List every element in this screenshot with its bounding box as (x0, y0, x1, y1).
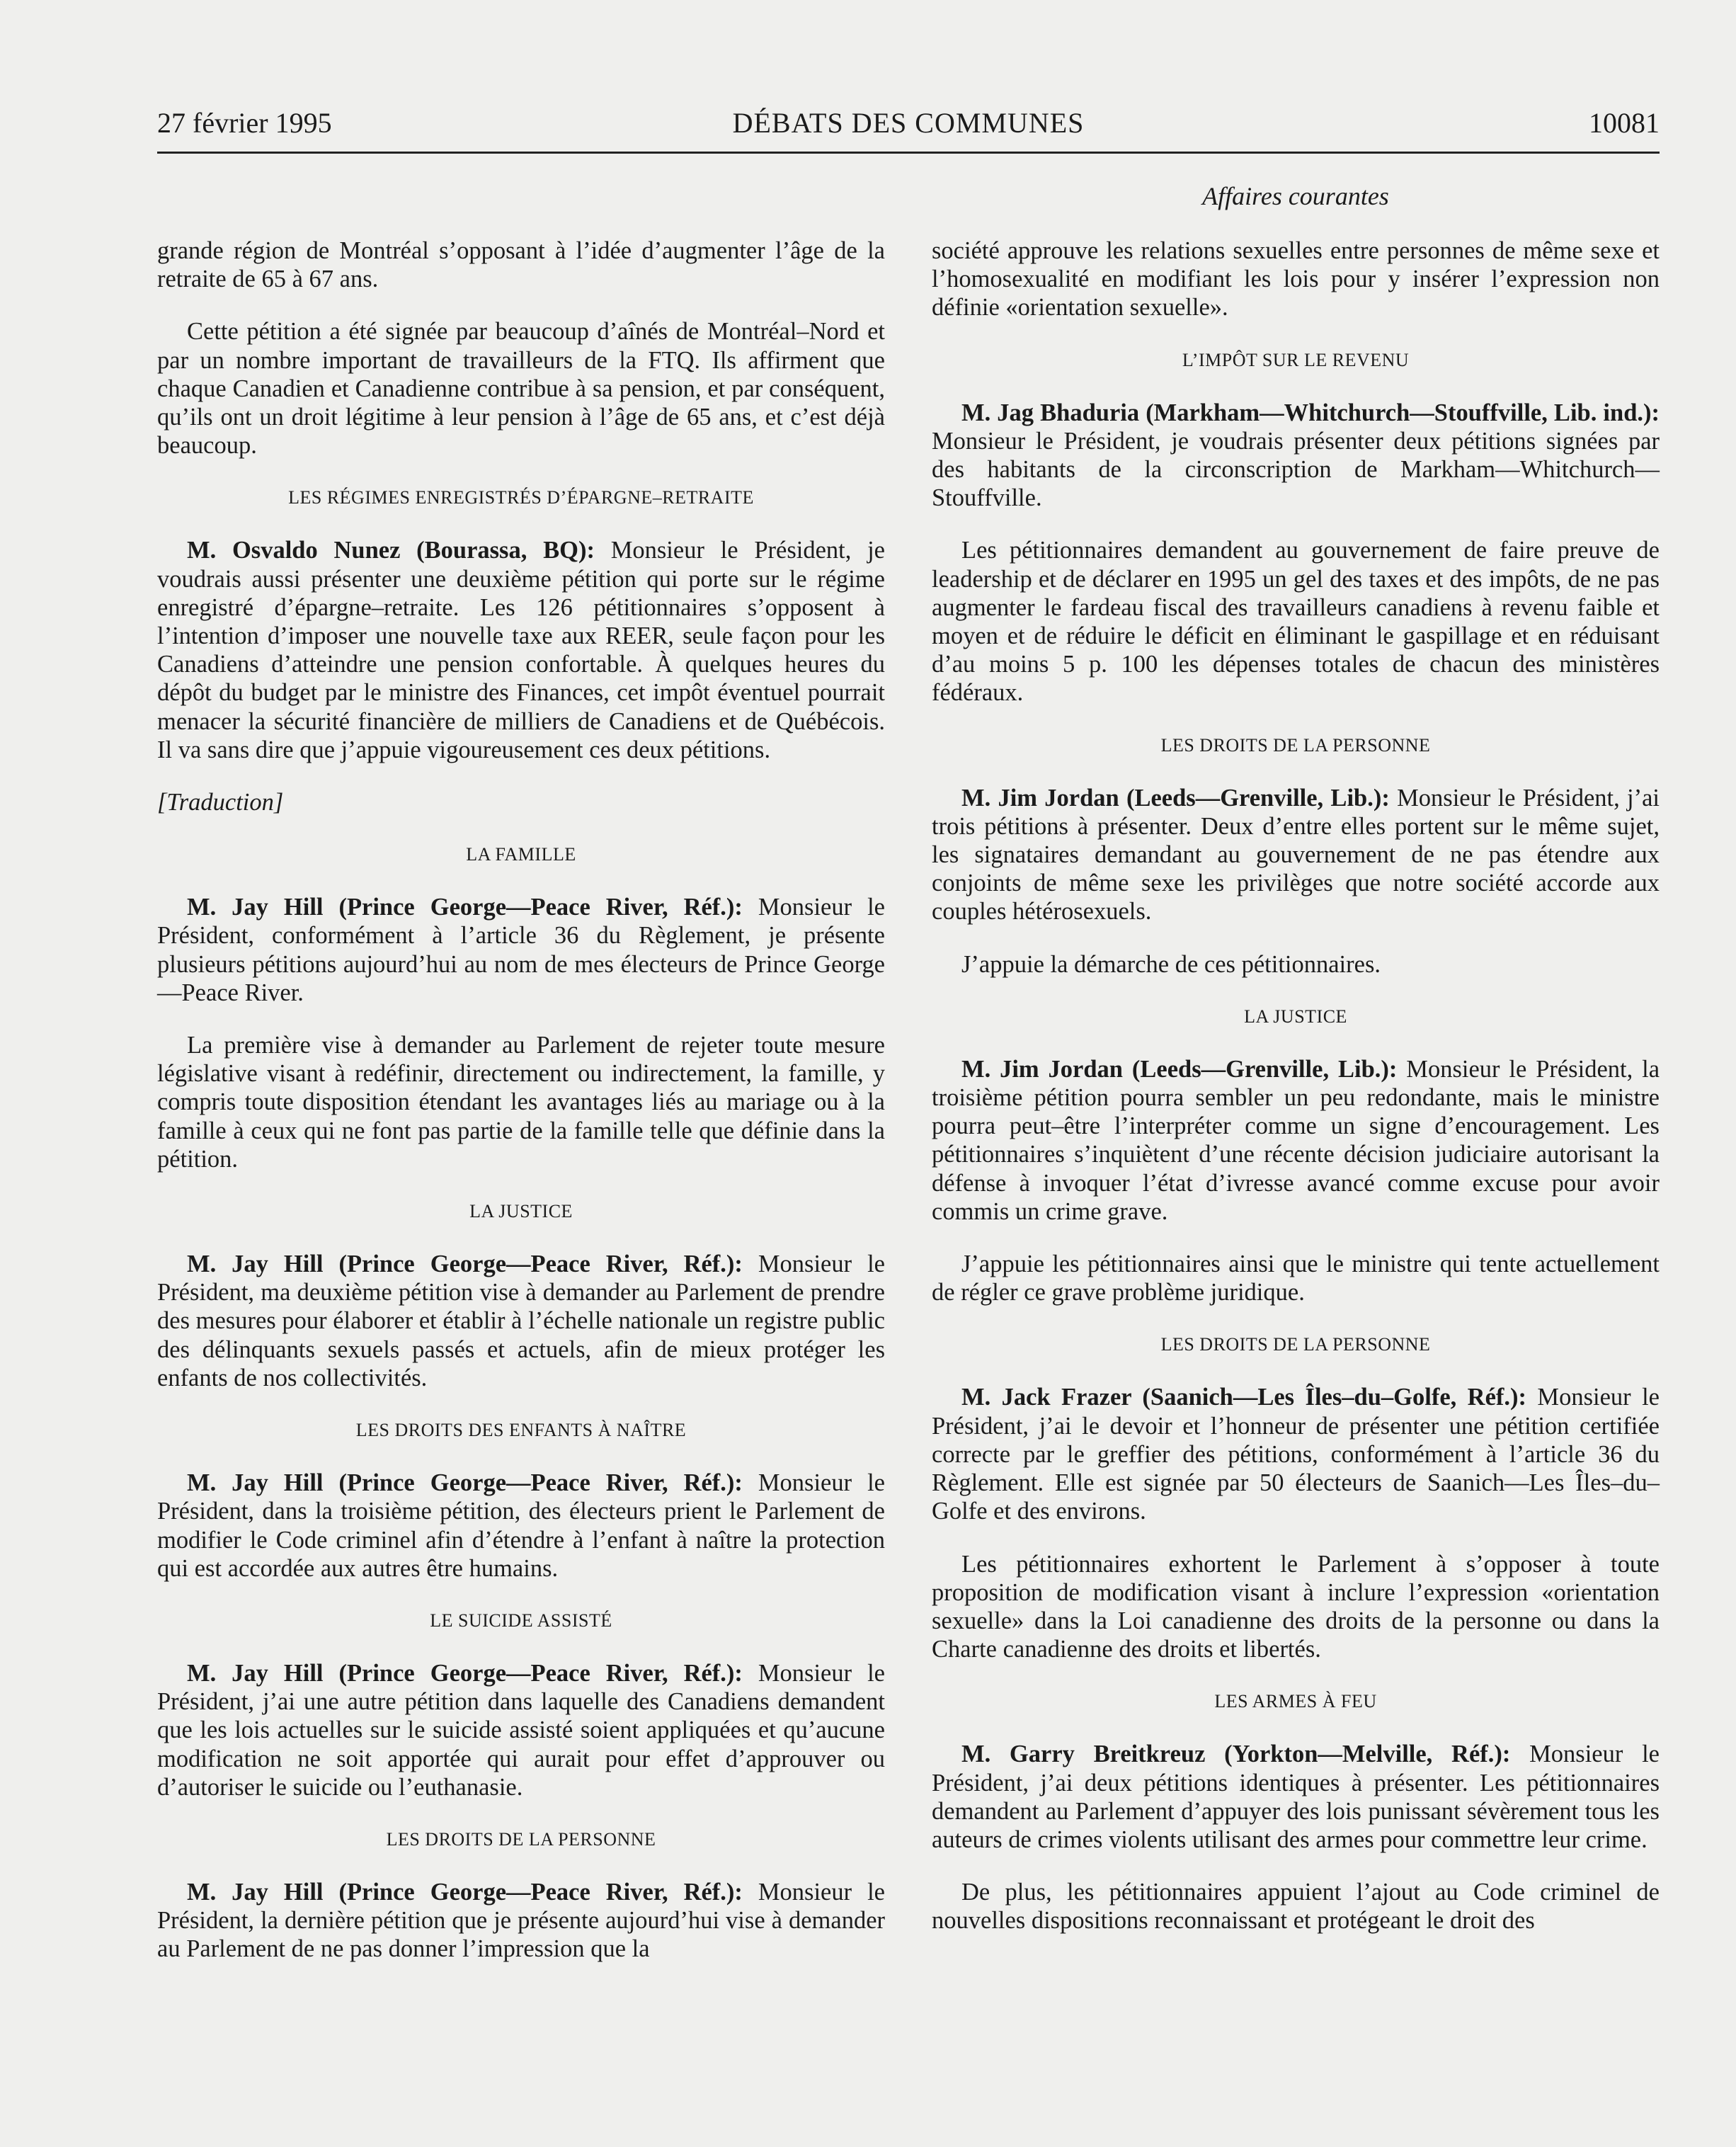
section-heading: LES ARMES À FEU (1214, 1691, 1377, 1712)
section-heading: L’IMPÔT SUR LE REVENU (1182, 349, 1410, 370)
left-column (157, 237, 885, 1988)
paragraph-text: De plus, les pétitionnaires appuient l’ajout au Code criminel de nouvelles dispositions reconnaissant et protégeant le droit des (932, 1879, 1660, 1935)
paragraph (932, 536, 1660, 707)
speaker-name: M. Jay Hill (Prince George—Peace River, Réf.): (187, 1878, 743, 1906)
paragraph (157, 536, 885, 764)
translation-tag (157, 788, 885, 816)
paragraph-text: Monsieur le Président, dans la troisième pétition, des électeurs prient le Parlement de modifier le Code criminel afin d’étendre à l’enfant à naître la protection qui est accordée aux autres être humains. (157, 1469, 885, 1582)
paragraph-text: Monsieur le Président, la dernière pétition que je présente aujourd’hui vise à demander au Parlement de ne pas donner l’impression que la (157, 1878, 885, 1963)
paragraph-text: J’appuie les pétitionnaires ainsi que le ministre qui tente actuellement de régler ce grave problème juridique. (932, 1251, 1660, 1306)
paragraph (932, 784, 1660, 926)
paragraph-text: Monsieur le Président, j’ai le devoir et l’honneur de présenter une pétition certifiée correcte par le greffier des pétitions, conformément à l’article 36 du Règlement. Elle est signée par 50 électeurs de Saanich—Les Îles–du–Golfe et des environs. (932, 1384, 1660, 1525)
section-heading: LES DROITS DE LA PERSONNE (1160, 1334, 1431, 1355)
paragraph (157, 1031, 885, 1173)
speaker-name: M. Jay Hill (Prince George—Peace River, Réf.): (187, 1251, 743, 1278)
speaker-name: M. Garry Breitkreuz (Yorkton—Melville, Réf.): (961, 1741, 1511, 1768)
paragraph (157, 893, 885, 1007)
header-date: 27 février 1995 (157, 107, 332, 139)
paragraph (157, 1659, 885, 1801)
section-rubric: Affaires courantes (1202, 182, 1389, 210)
speaker-name: M. Osvaldo Nunez (Bourassa, BQ): (187, 537, 595, 564)
section-heading: LA JUSTICE (469, 1201, 573, 1222)
paragraph (157, 1878, 885, 1964)
section-heading: LES RÉGIMES ENREGISTRÉS D’ÉPARGNE–RETRAITE (288, 487, 754, 508)
paragraph (932, 1250, 1660, 1306)
page-number: 10081 (1589, 107, 1660, 139)
paragraph (157, 1250, 885, 1392)
paragraph-text: Cette pétition a été signée par beaucoup d’aînés de Montréal–Nord et par un nombre important de travailleurs de la FTQ. Ils affirment que chaque Canadien et Canadienne contribue à sa pension, et par conséquent, qu’ils ont un droit légitime à leur pension à l’âge de 65 ans, et c’est déjà beaucoup. (157, 318, 885, 460)
paragraph-text: grande région de Montréal s’opposant à l’idée d’augmenter l’âge de la retraite de 65 à 67 ans. (157, 237, 885, 293)
paragraph (932, 950, 1660, 979)
paragraph-text: Monsieur le Président, conformément à l’article 36 du Règlement, je présente plusieurs pétitions aujourd’hui au nom de mes électeurs de Prince George—Peace River. (157, 894, 885, 1006)
paragraph-text: Monsieur le Président, ma deuxième pétition vise à demander au Parlement de prendre des mesures pour élaborer et établir à l’échelle nationale un registre public des délinquants sexuels passés et actuels, afin de mieux protéger les enfants de nos collectivités. (157, 1251, 885, 1391)
paragraph (932, 237, 1660, 322)
header-title: DÉBATS DES COMMUNES (732, 107, 1085, 139)
paragraph (932, 1740, 1660, 1854)
paragraph (157, 317, 885, 460)
paragraph (932, 399, 1660, 513)
paragraph-text: Monsieur le Président, je voudrais présenter deux pétitions signées par des habitants de la circonscription de Markham—Whitchurch—Stouffville. (932, 427, 1660, 512)
paragraph-text: [Traduction] (157, 789, 284, 816)
paragraph (932, 1055, 1660, 1226)
speaker-name: M. Jack Frazer (Saanich—Les Îles–du–Golfe, Réf.): (961, 1384, 1526, 1411)
paragraph-text: Monsieur le Président, j’ai deux pétitions identiques à présenter. Les pétitionnaires demandent au Parlement d’appuyer des lois punissant sévèrement tous les auteurs de crimes violents utilisant des armes pour commettre leur crime. (932, 1741, 1660, 1853)
section-heading: LA FAMILLE (466, 844, 576, 865)
paragraph-text: Monsieur le Président, je voudrais aussi présenter une deuxième pétition qui porte sur le régime enregistré d’épargne–retraite. Les 126 pétitionnaires s’opposent à l’intention d’imposer une nouvelle taxe aux REER, seule façon pour les Canadiens d’atteindre une pension confortable. À quelques heures du dépôt du budget par le ministre des Finances, cet impôt éventuel pourrait menacer la sécurité financière de milliers de Canadiens et de Québécois. Il va sans dire que j’appuie vigoureusement ces deux pétitions. (157, 537, 885, 763)
section-heading: LE SUICIDE ASSISTÉ (430, 1610, 612, 1631)
section-heading: LES DROITS DE LA PERSONNE (386, 1828, 656, 1850)
speaker-name: M. Jim Jordan (Leeds—Grenville, Lib.): (961, 1055, 1398, 1083)
paragraph (157, 1469, 885, 1583)
paragraph (932, 1550, 1660, 1664)
paragraph-text: Monsieur le Président, j’ai une autre pétition dans laquelle des Canadiens demandent que les lois actuelles sur le suicide assisté soient appliquées et qu’aucune modification ne soit apportée qui aurait pour effet d’approuver ou d’autoriser le suicide ou l’euthanasie. (157, 1659, 885, 1801)
paragraph (932, 1383, 1660, 1525)
paragraph-text: Monsieur le Président, la troisième pétition pourra sembler un peu redondante, mais le ministre pourra peut–être l’interpréter comme un signe d’encouragement. Les pétitionnaires s’inquiètent d’une récente décision judiciaire autorisant la défense à invoquer l’état d’ivresse avancé comme excuse pour avoir commis un crime grave. (932, 1055, 1660, 1225)
paragraph-text: société approuve les relations sexuelles entre personnes de même sexe et l’homosexualité en modifiant les lois pour y insérer l’expression non définie «orientation sexuelle». (932, 237, 1660, 321)
paragraph-text: J’appuie la démarche de ces pétitionnaires. (961, 950, 1381, 978)
section-heading: LES DROITS DES ENFANTS À NAÎTRE (355, 1420, 687, 1441)
speaker-name: M. Jay Hill (Prince George—Peace River, Réf.): (187, 894, 743, 921)
section-heading: LA JUSTICE (1244, 1006, 1347, 1027)
speaker-name: M. Jay Hill (Prince George—Peace River, Réf.): (187, 1469, 743, 1497)
paragraph-text: Les pétitionnaires exhortent le Parlement à s’opposer à toute proposition de modification visant à inclure l’expression «orientation sexuelle» dans la Loi canadienne des droits de la personne ou dans la Charte canadienne des droits et libertés. (932, 1550, 1660, 1663)
speaker-name: M. Jim Jordan (Leeds—Grenville, Lib.): (961, 784, 1390, 811)
paragraph-text: La première vise à demander au Parlement de rejeter toute mesure législative visant à redéfinir, directement ou indirectement, la famille, y compris toute disposition étendant les avantages liés au mariage ou à la famille à ceux qui ne font pas partie de la famille telle que définie dans la pétition. (157, 1032, 885, 1173)
speaker-name: M. Jag Bhaduria (Markham—Whitchurch—Stouffville, Lib. ind.): (961, 399, 1660, 426)
paragraph (157, 237, 885, 293)
section-heading: LES DROITS DE LA PERSONNE (1160, 734, 1431, 756)
page-header (157, 106, 1660, 154)
paragraph-text: Monsieur le Président, j’ai trois pétitions à présenter. Deux d’entre elles portent sur le même sujet, les signataires demandant au gouvernement de ne pas étendre aux conjoints de même sexe les privilèges que notre société accorde aux couples hétérosexuels. (932, 784, 1660, 926)
speaker-name: M. Jay Hill (Prince George—Peace River, Réf.): (187, 1659, 743, 1687)
right-column (932, 237, 1660, 1959)
paragraph (932, 1878, 1660, 1935)
paragraph-text: Les pétitionnaires demandent au gouvernement de faire preuve de leadership et de déclarer en 1995 un gel des taxes et des impôts, de ne pas augmenter le fardeau fiscal des travailleurs canadiens à revenu faible et moyen et de réduire le déficit en éliminant le gaspillage et en réduisant d’au moins 5 p. 100 les dépenses totales de chacun des ministères fédéraux. (932, 537, 1660, 707)
